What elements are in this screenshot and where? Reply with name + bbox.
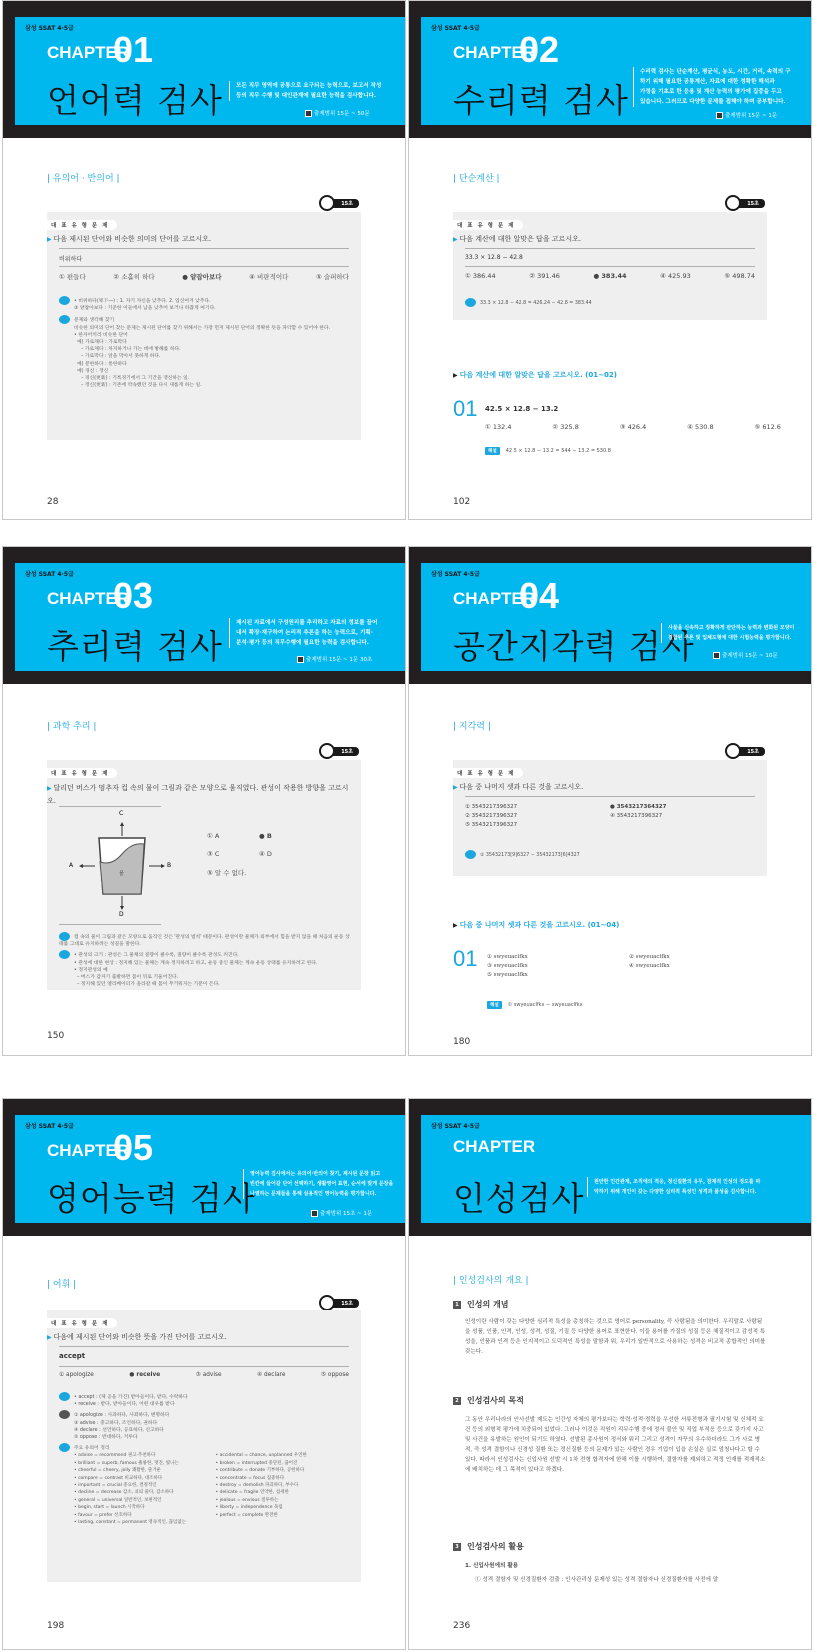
timer-badge: 15초 [729,747,765,756]
option-3-correct: ● 383.44 [593,272,627,280]
chapter-title: 공간지각력 검사 [453,627,695,666]
page-number: 150 [47,1031,65,1041]
chapter-description: 사물을 신속하고 정확하게 판단하는 능력과 변화된 모양이 결합된 추론 및 입체도형에 대한 시험능력을 평가합니다. [661,623,794,643]
explanation: • 비위하다(卑下―) : 1. 자기 자신을 낮추다. 2. 업신여겨 낮추다. ③ 얕잡아보다 : 기준한 이들에서 남을 낮추어 보거나 하찮게 여기다. 문제와 생각해 찾기 비슷한 의미의 단어 찾는 문제는 제시된 단어를 찾기 위해서는 가장 먼저 제시된 단어의 정확한 뜻을 파악할 수 있어야 한다. • 한자어끼리 비슷한 단어 예) 가로채다 : 가로막다 – 가로채다 : 차지하거나 가는 데에 방해를 하다. – 가로막다 : 앞을 막아서 못하게 하다. 예) 분한하다 : 통한하다 예) 경신 : 갱신 – 경신(更新) : 기록경기에서 그 기간을 갱신하는 일. – 갱신(更新) : 기존에 약속했던 것을 다시 새롭게 하는 일. [59,296,351,389]
explanation: ② 35432173[9]6327 − 35432173[6]4327 [465,850,757,859]
answer-explanation: 해설 42.5 × 12.8 − 13.2 = 544 − 13.2 = 530.8 [485,447,611,455]
series-label: 삼성 SSAT 4·5급 [25,1123,74,1130]
answer-options [59,1372,349,1378]
section-title: | 유의어 · 반의어 | [47,174,120,184]
option-5: ⑤ 498.74 [724,272,755,280]
chapter-banner-inner [15,563,405,671]
option-1: ① 386.44 [465,272,496,280]
label-c: C [119,810,124,817]
question-stem: 33.3 × 12.8 − 42.8 [465,254,523,261]
chapter-description: 영어능력 검사에서는 유의어·반의어 찾기, 제시된 문장 읽고 빈칸에 들어갈 단어 선택하기, 생활영어 표현, 순서에 맞게 문장을 나열하는 문제들을 통해 실용적인 영어능력을 평가합니다. [243,1169,393,1199]
sub-item: ① 성격 결함자 및 신경질환자 검출 : 인사관리상 문제성 있는 성격 결함자나 신경질환자를 사전에 알 [475,1577,719,1583]
heading-3: 3 인성검사의 활용 [453,1541,524,1552]
chapter-reference: 출제범위 15문 ~ 50문 [305,109,370,117]
question-number: 01 [453,946,478,971]
page-number: 28 [47,497,59,507]
divider [59,924,161,925]
paragraph-2: 그 동안 우리나라의 인사선발 제도는 인간성 자체의 평가보다는 학력·성적·경력을 우선한 서류전형과 필기시험 및 신체적 요건 등의 외형적 평가에 치중되어 있었다. 그러나 이것은 직원이 직무수행 중에 정서 불안 및 직업 부적응 등으로 갖가지 사고 및 사건을 유발하는 원인이 되기도 하였다. 선발된 종사원이 정서와 뭐리 그리고 성격이 자꾸의 우수하더라도 그가 사로 병적, 즉 성격 결함이나 신경성 질환 또는 정신질환 등의 문제가 있는 사람인 경우 기업이 입을 손실은 실로 엄청나다고 할 수 있다. 따라서 인성검사는 신입사원 선발 시 1차 전형 합격자에 한해 이를 시행하여, 결함자를 제외하고 적정 인재를 적재적소에 배치하는 데 그 목적이 있다고 하겠다. [465,1417,766,1473]
chapter-reference: 출제범위 15문 ~ 1문 [716,111,777,119]
page-chapter-04 [408,546,812,1056]
question-box [47,760,361,990]
chapter-number: 03 [113,575,154,616]
section-title: | 지각력 | [453,722,491,732]
question-tag: 대 표 유 형 문 제 [43,220,117,230]
question-tag: 대 표 유 형 문 제 [449,768,523,778]
chapter-banner-inner [15,17,405,125]
time-icon [311,1210,318,1217]
explanation: • accept : (제 공을 가진) 받아들이다, 받다, 수락하다 • receive : 받다, 받아들이다, 어떤 대우를 받다 ① apologize : 사과하다, 사죄하다, 변명하다 ③ advise : 충고하다, 조언하다, 권하다 ④ declare : 선언하다, 공표하다, 신고하다 ⑤ oppose : 반대하다, 겨루다 주요 유의어 정리 • advise = recommend 권고·추천하다 • accidental = chance, unplanned 우연한 • brilliant = superb, famous 훌륭한, 멋진, 빛나는 • broken = interrupted 중단된, 끊어진 • cheerful = cheery, jolly 쾌활한, 즐거운 • contribute = donate 기부하다, 공헌하다 • compare = contrast 비교하다, 대조하다 • concentrate = focus 집중하다 • important = crucial 중요한, 결정적인 • destroy = demolish 파괴하다, 부수다 • decline = decrease 감소, 쇠퇴 줄다, 감소하다 • delicate = fragile 연약한, 섬세한 • general = universal 일반적인, 보편적인 • jealous = envious 질투하는 • begin, start = launch 시작하다 • liberty = independence 독립 • favour = prefer 선호하다 • perfect = complete 완전한 • lasting, constant = permanent 영속적인, 끊임없는 [59,1392,351,1526]
chapter-number: 04 [519,575,560,616]
label-d: D [119,911,124,918]
series-label: 삼성 SSAT 4·5급 [25,571,74,578]
label-b: B [167,862,172,869]
series-label: 삼성 SSAT 4·5급 [431,1123,480,1130]
answer-explanation: 해설 ① swyeuaclfkx − swyeuaclfkx [487,1001,583,1009]
chapter-reference: 출제범위 15초 ~ 1문 [311,1209,372,1217]
page-chapter-02 [408,0,812,520]
question-box [47,1310,361,1582]
option-4: ④ 425.93 [660,272,691,280]
question-tag: 대 표 유 형 문 제 [43,1318,117,1328]
question-prompt: ▶ 다음 제시된 단어와 비슷한 의미의 단어를 고르시오. [47,234,211,244]
time-icon [305,110,312,117]
subheading: 1. 신입사원에의 활용 [465,1563,519,1569]
section-title: | 어휘 | [47,1280,77,1290]
time-icon [297,656,304,663]
page-number: 198 [47,1621,65,1631]
option-1: ① 편들다 [59,273,86,281]
chapter-title: 언어력 검사 [47,81,223,120]
page-number: 102 [453,497,471,507]
answer-options [487,954,771,978]
chapter-description: 수리력 검사는 단순계산, 평균식, 농도, 시간, 거리, 속력의 구 하기 위해 필요한 공통계산, 자료에 대한 정확한 해석과 가정을 기초로 한 응용 및 계산 능력의 평가에 집중을 두고 있습니다. 그러므로 다양한 문제를 접해야 하며 공부합니다. [633,67,791,107]
series-label: 삼성 SSAT 4·5급 [431,571,480,578]
instruction: ▶ 다음 계산에 대한 알맞은 답을 고르시오. (01~02) [453,370,617,380]
chapter-label: CHAPTER [453,43,536,62]
chapter-banner-inner [421,1115,811,1223]
timer-badge: 15초 [323,1299,359,1308]
option-4: ④ 비판적이다 [249,273,289,281]
timer-badge: 15초 [323,199,359,208]
time-icon [716,112,723,119]
chapter-banner [409,1099,811,1236]
vocab-list: • advise = recommend 권고·추천하다 • accidental = chance, unplanned 우연한 • brilliant = superb, famous 훌륭한, 멋진, 빛나는 • broken = interrupted 중단된, 끊어진 • cheerful = cheery, jolly 쾌활한, 즐거운 • contribute = donate 기부하다, 공헌하다 • compare = contrast 비교하다, 대조하다 • concentrate = focus 집중하다 • important = crucial 중요한, 결정적인 • destroy = demolish 파괴하다, 부수다 • decline = decrease 감소, 쇠퇴 줄다, 감소하다 • delicate = fragile 연약한, 섬세한 • general = universal 일반적인, 보편적인 • jealous = envious 질투하는 • begin, start = launch 시작하다 • liberty = independence 독립 • favour = prefer 선호하다 • perfect = complete 완전한 • lasting, constant = permanent 영속적인, 끊임없는 [74,1453,307,1526]
option-4: ④ declare [256,1372,286,1378]
series-label: 삼성 SSAT 4·5급 [25,25,74,32]
option-5: ⑤ swyeuaclfkx [487,972,528,978]
chapter-banner [3,547,405,684]
chapter-description: 원만한 인간관계, 조직에의 적응, 정신질환의 유무, 잠재적 인성의 정도를 파 악하기 위해 개인이 갖는 다양한 심리적 특성인 성격과 품성을 검사합니다. [587,1177,760,1197]
chapter-title: 수리력 검사 [453,81,629,120]
cup-water-diagram [67,810,177,920]
question-box [453,212,767,320]
option-4: ④ swyeuaclfkx [629,963,670,969]
section-title: | 인성검사의 개요 | [453,1276,529,1286]
answer-options [465,804,755,828]
option-4: ④ 3543217396327 [610,813,663,819]
chapter-banner-inner [421,563,811,671]
chapter-banner [3,1099,405,1236]
question-box [453,760,767,876]
chapter-banner [3,1,405,138]
answer-icon [59,296,70,305]
option-1: ① A [207,832,220,840]
page-chapter-05 [2,1098,406,1650]
heading-2: 2 인성검사의 목적 [453,1395,524,1406]
option-4: ④ D [259,850,272,858]
option-2: ② 325.8 [552,423,579,431]
tip-icon [59,950,70,959]
question-tag: 대 표 유 형 문 제 [449,220,523,230]
chapter-banner [409,1,811,138]
paragraph-1: 인성이란 사람이 갖는 다양한 심리적 특성을 총칭하는 것으로 영어로 personality, 즉 사람됨을 의미한다. 우리말로 사람됨을 성품, 인품, 인격, 인성, 성격, 성질, 기질 등 다양한 용어로 표현한다. 이들 용어를 가질의 성질 등은 체질적이고 감성적 특성을, 인품과 인격 등은 인지적이고 도덕적인 특성을 말함과 뭐, 우리가 일반적으로 사용하는 성격은 비교적 종합적인 의미를 갖는다. [465,1319,766,1355]
explanation: 컵 속의 물이 그림과 같은 모양으로 움직인 것은 '관성의 법칙' 때문이다. 관성이란 물체가 외부에서 힘을 받지 않을 때 처음의 운동 상태를 그대로 유지하려는 성질을 말한다. • 관성의 크기 : 관성은 그 물체의 질량이 클수록, 질량이 클수록 관성도 커진다. • 관성에 대한 현상 : 정지해 있는 물체는 계속 정지하려고 하고, 운동 중인 물체는 계속 운동 상태를 유지하려고 한다. • 정지관성의 예 – 버스가 갑자기 출발하면 몸이 뒤로 기울어진다. – 정지해 있던 엘리베이터가 올라갈 때 몸이 무거워지는 기분이 든다. [59,932,351,988]
option-2-correct: ● receive [129,1372,161,1378]
section-title: | 과학 추리 | [47,722,97,732]
question-tag: 대 표 유 형 문 제 [43,768,117,778]
option-2: ② 소홀히 하다 [113,273,155,281]
timer-badge: 15초 [729,199,765,208]
answer-options [207,832,311,877]
chapter-banner-inner [421,17,811,125]
option-5: ⑤ 3543217396327 [465,822,518,828]
divider [59,266,349,267]
section-title: | 단순계산 | [453,174,500,184]
wrong-answer-icon [59,1410,70,1419]
instruction: ▶ 다음 중 나머지 셋과 다른 것을 고르시오. (01~04) [453,920,619,930]
chapter-label: CHAPTER [47,589,130,608]
inertia-diagram [67,810,177,920]
option-3: ③ 426.4 [619,423,647,431]
chapter-description: 모든 직무 영역에 공통으로 요구되는 능력으로, 보고서 작성 등의 직무 수행 및 대인관계에 필요한 능력을 검사합니다. [229,81,381,101]
option-5: ⑤ 알 수 없다. [207,869,247,877]
explanation: 33.3 × 12.8 − 42.8 = 426.24 − 42.8 = 383.44 [465,298,757,307]
page-number: 236 [453,1621,471,1631]
chapter-title: 영어능력 검사 [47,1179,256,1218]
divider [59,806,161,807]
tip-icon [59,1443,70,1452]
chapter-reference: 출제범위 15문 ~ 10문 [713,651,778,659]
divider [59,1366,349,1367]
option-5: ⑤ oppose [320,1372,349,1378]
page-chapter-01 [2,0,406,520]
timer-badge: 15초 [323,747,359,756]
option-2: ② 391.46 [529,272,560,280]
answer-icon [465,850,476,859]
option-1: ① apologize [59,1372,94,1378]
chapter-description: 제시된 자료에서 구성원리를 추리하고 자료의 정보를 끌어 내서 확장·재구하여 논리적 추론을 하는 능력으로, 기획· 분석·평가 등의 직무수행에 필요한 능력을 검사합니다. [229,618,377,648]
option-2: ② swyeuaclfkx [629,954,670,960]
chapter-banner [409,547,811,684]
answer-options [465,272,755,280]
question-stem: 비위하다 [59,256,83,263]
option-3: ③ swyeuaclfkx [487,963,528,969]
chapter-number: 02 [519,29,560,70]
option-1: ① swyeuaclfkx [487,954,528,960]
divider [465,796,755,797]
answer-icon [59,932,70,941]
option-4: ④ 530.8 [687,423,714,431]
question-number: 01 [453,396,478,421]
question-prompt: ▶ 다음에 제시된 단어와 비슷한 뜻을 가진 단어를 고르시오. [47,1332,227,1342]
option-3-correct: ● 3543217364327 [610,804,667,810]
time-icon [713,652,720,659]
question-prompt: ▶ 다음 중 나머지 셋과 다른 것을 고르시오. [453,782,583,792]
question-stem: 42.5 × 12.8 − 13.2 [485,405,559,413]
option-5: ⑤ 612.6 [754,423,781,431]
chapter-label: CHAPTER [47,1141,130,1160]
answer-options [485,423,781,431]
series-label: 삼성 SSAT 4·5급 [431,25,480,32]
page-number: 180 [453,1037,471,1047]
option-2-correct: ● B [259,832,272,840]
chapter-reference: 출제범위 15문 ~ 1문 30초 [297,655,372,663]
answer-icon [59,1392,70,1401]
chapter-number: 01 [113,29,154,70]
option-3: ③ advise [195,1372,222,1378]
chapter-label: CHAPTER [453,1137,536,1156]
label-a: A [69,862,74,869]
option-3-correct: ● 얕잡아보다 [182,273,222,281]
option-5: ⑤ 슬퍼하다 [315,273,349,281]
answer-icon [465,298,476,307]
divider [465,266,755,267]
question-stem: accept [59,1352,86,1360]
divider [465,248,755,249]
page-personality [408,1098,812,1650]
option-1: ① 3543217396327 [465,804,518,810]
heading-1: 1 인성의 개념 [453,1299,508,1310]
option-1: ① 132.4 [485,423,512,431]
chapter-title: 인성검사 [453,1179,585,1218]
page-chapter-03 [2,546,406,1056]
chapter-label: CHAPTER [453,589,536,608]
chapter-banner-inner [15,1115,405,1223]
divider [59,248,349,249]
option-2: ② 3543217396327 [465,813,518,819]
answer-tag: 해설 [487,1001,502,1009]
divider [59,1346,349,1347]
chapter-title: 추리력 검사 [47,627,223,666]
question-box [47,212,361,440]
chapter-number: 05 [113,1127,154,1168]
label-water: 물 [119,871,124,877]
answer-options [59,272,349,281]
chapter-label: CHAPTER [47,43,130,62]
question-prompt: ▶ 다음 계산에 대한 알맞은 답을 고르시오. [453,234,581,244]
question-prompt: ▶ 달리던 버스가 멈추자 컵 속의 물이 그림과 같은 모양으로 움직였다. 관성이 작용한 방향을 고르시오. [47,782,351,807]
option-3: ③ C [207,850,220,858]
tip-icon [59,315,70,324]
answer-tag: 해설 [485,447,500,455]
